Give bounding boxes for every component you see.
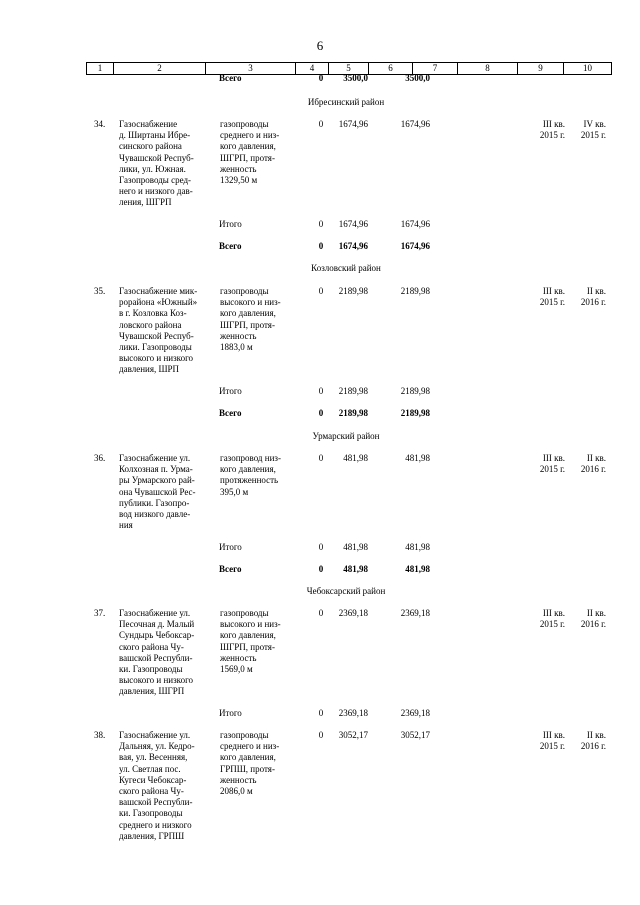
row-number: 34. <box>94 119 106 129</box>
end-quarter: II кв. 2016 г. <box>580 608 606 630</box>
header-col-10: 10 <box>563 63 612 74</box>
col-5-value: 2369,18 <box>338 608 368 618</box>
district-heading: Козловский район <box>311 263 381 273</box>
header-col-9: 9 <box>517 63 563 74</box>
end-quarter: II кв. 2016 г. <box>580 286 606 308</box>
object-description: газопроводы высокого и низ- кого давления, ШГРП, протя- женность 1883,0 м <box>220 286 281 353</box>
page-number: 6 <box>316 38 324 53</box>
col-5-value: 3052,17 <box>338 730 368 740</box>
header-col-1: 1 <box>86 63 113 74</box>
col-6-value: 3052,17 <box>400 730 430 740</box>
object-description: газопровод низ- кого давления, протяженность 395,0 м <box>220 453 281 497</box>
object-name: Газоснабжение ул. Дальняя, ул. Кедро- вая, ул. Весенняя, ул. Светлая пос. Кугеси Чебоксар- ского района Чу- вашской Республи- ки. Газопроводы среднего и низкого давления, ГРПШ <box>119 730 195 841</box>
col-6-value: 481,98 <box>405 453 430 463</box>
object-description: газопроводы среднего и низ- кого давления, ГРПШ, протя- женность 2086,0 м <box>220 730 280 797</box>
start-quarter: III кв. 2015 г. <box>539 730 565 752</box>
col-6-value: 2189,98 <box>400 286 430 296</box>
object-description: газопроводы высокого и низ- кого давления, ШГРП, протя- женность 1569,0 м <box>220 608 281 675</box>
object-description: газопроводы среднего и низ- кого давления, ШГРП, протя- женность 1329,50 м <box>220 119 280 186</box>
start-quarter: III кв. 2015 г. <box>539 608 565 630</box>
object-name: Газоснабжение ул. Песочная д. Малый Сундырь Чебоксар- ского района Чу- вашской Республи- ки. Газопроводы высокого и низкого давления, ШГРП <box>119 608 195 697</box>
col-4-value: 0 <box>318 453 324 463</box>
total-col-6: 3500,0 <box>405 73 430 83</box>
end-quarter: IV кв. 2015 г. <box>580 119 606 141</box>
header-col-5: 5 <box>328 63 368 74</box>
start-quarter: III кв. 2015 г. <box>539 286 565 308</box>
object-name: Газоснабжение мик- рорайона «Южный» в г. Козловка Коз- ловского района Чувашской Респуб- лики. Газопроводы высокого и низкого давления, ШРП <box>119 286 198 375</box>
total-label: Всего <box>219 73 242 83</box>
col-4-value: 0 <box>318 286 324 296</box>
total-col-4: 0 <box>318 73 324 83</box>
object-name: Газоснабжение ул. Колхозная п. Урма- ры Урмарского рай- она Чувашской Рес- публики. Газопро- вод низкого давле- ния <box>119 453 196 531</box>
header-col-2: 2 <box>113 63 205 74</box>
start-quarter: III кв. 2015 г. <box>539 119 565 141</box>
row-number: 35. <box>94 286 106 296</box>
col-5-value: 1674,96 <box>338 119 368 129</box>
object-name: Газоснабжение д. Ширтаны Ибре- синского района Чувашской Респуб- лики, ул. Южная. Газопроводы сред- него и низкого дав- ления, ШГРП <box>119 119 194 208</box>
header-col-8: 8 <box>457 63 517 74</box>
header-col-7: 7 <box>412 63 457 74</box>
start-quarter: III кв. 2015 г. <box>539 453 565 475</box>
col-5-value: 2189,98 <box>338 286 368 296</box>
col-5-value: 481,98 <box>343 453 368 463</box>
row-number: 36. <box>94 453 106 463</box>
header-col-3: 3 <box>205 63 295 74</box>
col-4-value: 0 <box>318 119 324 129</box>
total-col-5: 3500,0 <box>343 73 368 83</box>
end-quarter: II кв. 2016 г. <box>580 453 606 475</box>
col-4-value: 0 <box>318 608 324 618</box>
district-heading: Ибресинский район <box>307 97 385 107</box>
row-number: 37. <box>94 608 106 618</box>
header-col-4: 4 <box>295 63 328 74</box>
district-heading: Урмарский район <box>312 431 380 441</box>
row-number: 38. <box>94 730 106 740</box>
end-quarter: II кв. 2016 г. <box>580 730 606 752</box>
col-6-value: 1674,96 <box>400 119 430 129</box>
col-6-value: 2369,18 <box>400 608 430 618</box>
district-heading: Чебоксарский район <box>306 586 386 596</box>
col-4-value: 0 <box>318 730 324 740</box>
header-col-6: 6 <box>368 63 412 74</box>
